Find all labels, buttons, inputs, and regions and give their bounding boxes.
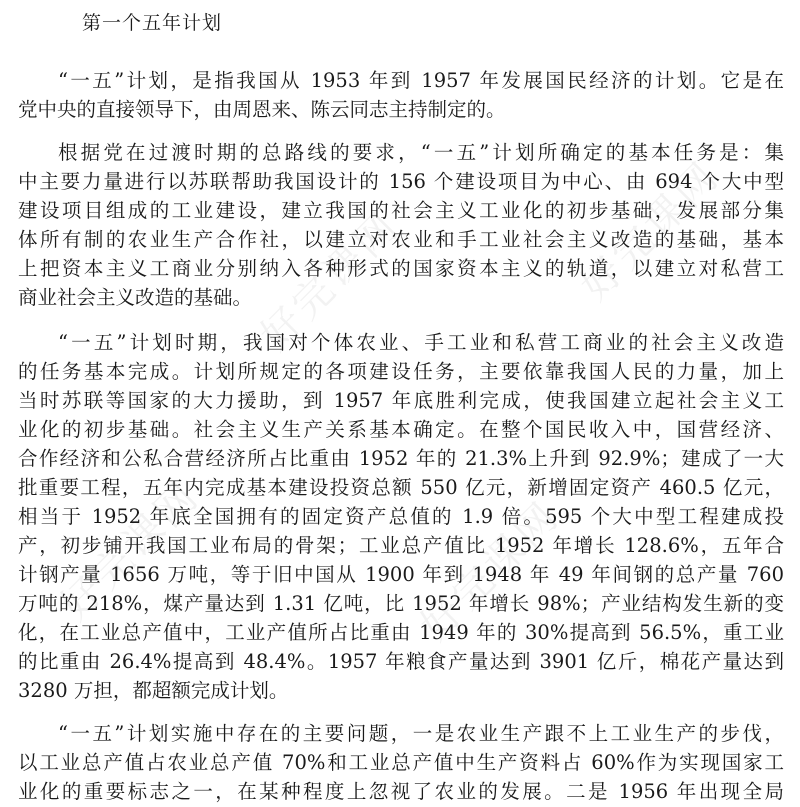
paragraph-line: 合作经济和公私合营经济所占比重由 1952 年的 21.3%上升到 92.9%；建成了一大: [18, 447, 784, 470]
paragraph-line: 万吨的 218%，煤产量达到 1.31 亿吨，比 1952 年增长 98%；产业结构发生新的变: [18, 592, 784, 615]
paragraph-line: 批重要工程，五年内完成基本建设投资总额 550 亿元，新增固定资产 460.5 亿元，: [18, 476, 784, 499]
paragraph-line: 根据党在过渡时期的总路线的要求，“一五”计划所确定的基本任务是：集: [58, 141, 784, 164]
watermark: 好完课网: [251, 202, 409, 360]
watermark: 好完课网: [51, 472, 209, 630]
paragraph-line: 产，初步铺开我国工业布局的骨架；工业总产值比 1952 年增长 128.6%，五年合: [18, 534, 784, 557]
paragraph-line: 中主要力量进行以苏联帮助我国设计的 156 个建设项目为中心、由 694 个大中型: [18, 170, 784, 193]
paragraph-line: 化，在工业总产值中，工业产值所占比重由 1949 年的 30%提高到 56.5%，重工业: [18, 621, 784, 644]
paragraph-line: 的比重由 26.4%提高到 48.4%。1957 年粮食产量达到 3901 亿斤，棉花产量达到: [18, 650, 784, 673]
paragraph-line: 商业社会主义改造的基础。: [18, 286, 253, 309]
paragraph-line: 业化的重要标志之一，在某种程度上忽视了农业的发展。二是 1956 年出现全局: [18, 780, 784, 803]
paragraph-line: 当时苏联等国家的大力援助，到 1957 年底胜利完成，使我国建立起社会主义工: [18, 389, 784, 412]
paragraph-line: “一五”计划时期，我国对个体农业、手工业和私营工商业的社会主义改造: [58, 331, 784, 354]
paragraph-line: “一五”计划实施中存在的主要问题，一是农业生产跟不上工业生产的步伐，: [58, 722, 784, 745]
paragraph-line: 业化的初步基础。社会主义生产关系基本确定。在整个国民收入中，国营经济、: [18, 418, 784, 441]
paragraph-line: 3280 万担，都超额完成计划。: [18, 679, 289, 702]
paragraph-line: 相当于 1952 年底全国拥有的固定资产总值的 1.9 倍。595 个大中型工程建成投: [18, 505, 784, 528]
paragraph-line: 体所有制的农业生产合作社，以建立对农业和手工业社会主义改造的基础，基本: [18, 228, 784, 251]
paragraph-line: 上把资本主义工商业分别纳入各种形式的国家资本主义的轨道，以建立对私营工: [18, 257, 784, 280]
document-title: 第一个五年计划: [82, 12, 223, 34]
paragraph-line: 以工业总产值占农业总产值 70%和工业总产值中生产资料占 60%作为实现国家工: [18, 751, 784, 774]
paragraph-line: 计钢产量 1656 万吨，等于旧中国从 1900 年到 1948 年 49 年间钢的总产量 760: [18, 563, 784, 586]
paragraph-line: 建设项目组成的工业建设，建立我国的社会主义工业化的初步基础，发展部分集: [18, 199, 784, 222]
paragraph-line: 党中央的直接领导下，由周恩来、陈云同志主持制定的。: [18, 98, 506, 121]
paragraph-line: 的任务基本完成。计划所规定的各项建设任务，主要依靠我国人民的力量，加上: [18, 360, 784, 383]
watermark: 好完课网: [411, 492, 569, 650]
paragraph-line: “一五”计划，是指我国从 1953 年到 1957 年发展国民经济的计划。它是在: [58, 69, 784, 92]
watermark: 好完课网: [571, 152, 729, 310]
